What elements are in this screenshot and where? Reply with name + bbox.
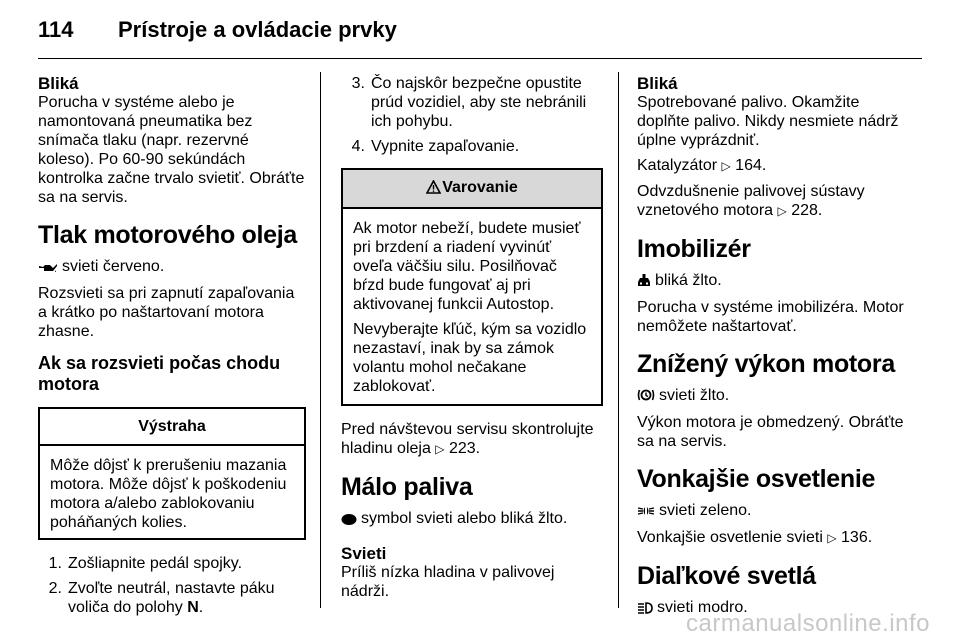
steps-list-1 — [38, 554, 306, 617]
column-divider-1 — [320, 72, 321, 608]
column-3 — [637, 74, 912, 625]
oil-status: svieti červeno. — [62, 258, 165, 275]
list-item: 4. Vypnite zapaľovanie. — [351, 138, 520, 155]
blika-heading: Bliká — [38, 74, 79, 93]
ext-status-line — [637, 501, 912, 522]
watermark: carmanualsonline.info — [686, 610, 930, 637]
page-ref-link[interactable]: 136. — [841, 529, 873, 546]
page-ref-arrow-icon: ▷ — [721, 159, 731, 173]
page-ref-link[interactable]: 223. — [448, 440, 481, 457]
service-text: Pred návštevou servisu skontrolujte hladinu oleja ▷ 223. — [341, 421, 594, 457]
page-header — [38, 17, 397, 47]
low-fuel-heading: Málo paliva — [341, 473, 473, 501]
warning-text-1: Ak motor nebeží, budete musieť pri brzdení a riadení vyvinúť oveľa väčšiu silu. Posilňovač bŕzd bude fungovať aj pri aktivovanej funkcii Autostop. — [353, 220, 581, 313]
exterior-lighting-heading: Vonkajšie osvetlenie — [637, 465, 876, 493]
caution-title: Výstraha — [40, 409, 304, 446]
while-driving-subheading: Ak sa rozsvieti počas chodu motora — [38, 353, 281, 394]
car-key-icon — [637, 273, 651, 292]
page-ref-arrow-icon: ▷ — [777, 204, 787, 218]
power-status-line — [637, 386, 912, 407]
immo-status: bliká žlto. — [655, 272, 722, 289]
fuel-dot-icon — [341, 511, 357, 530]
high-status: svieti modro. — [657, 599, 748, 616]
svieti-text: Príliš nízka hladina v palivovej nádrži. — [341, 564, 555, 600]
high-beam-icon — [637, 600, 653, 619]
catalyst-text: Katalyzátor ▷ 164. — [637, 157, 767, 174]
blika-heading-fuel: Bliká — [637, 74, 678, 93]
list-item: 2. Zvoľte neutrál, nastavte páku voliča do polohy N. — [48, 580, 275, 616]
reduced-power-heading: Znížený výkon motora — [637, 350, 895, 378]
page-ref-arrow-icon: ▷ — [435, 442, 445, 456]
list-item: 3. Čo najskôr bezpečne opustite prúd vozidiel, aby ste nebránili ich pohybu. — [351, 75, 587, 130]
high-beam-heading: Diaľkové svetlá — [637, 562, 816, 590]
oil-text: Rozsvieti sa pri zapnutí zapaľovania a krátko po naštartovaní motora zhasne. — [38, 285, 295, 340]
column-divider-2 — [618, 72, 619, 608]
blika-fuel-text: Spotrebované palivo. Okamžite doplňte palivo. Nikdy nesmiete nádrž úplne vyprázdniť. — [637, 94, 899, 149]
page-ref-link[interactable]: 164. — [735, 157, 767, 174]
immobilizer-heading: Imobilizér — [637, 235, 751, 263]
exterior-light-icon — [637, 503, 655, 522]
warning-text-2: Nevyberajte kľúč, kým sa vozidlo nezastaví, inak by sa zámok volantu mohol nečakane zablokovať. — [353, 321, 587, 395]
reduced-power-icon — [637, 388, 655, 407]
blika-text: Porucha v systéme alebo je namontovaná pneumatika bez snímača tlaku (napr. rezervné koleso). Po 60-90 sekúndách kontrolka začne trvalo svietiť. Obráťte sa na servis. — [38, 94, 305, 206]
page-ref-link[interactable]: 228. — [791, 202, 823, 219]
oil-can-icon — [38, 259, 58, 278]
warning-triangle-icon — [426, 180, 441, 199]
oil-pressure-heading: Tlak motorového oleja — [38, 221, 298, 249]
caution-text: Môže dôjsť k prerušeniu mazania motora. Môže dôjsť k poškodeniu motora a/alebo zablokovaniu poháňaných kolies. — [50, 457, 287, 531]
steps-list-2 — [341, 74, 603, 156]
ext-status: svieti zeleno. — [659, 502, 752, 519]
page-title: Prístroje a ovládacie prvky — [118, 17, 397, 42]
column-1 — [38, 74, 306, 623]
list-item: 1. Zošliapnite pedál spojky. — [48, 555, 243, 572]
header-rule — [38, 58, 922, 59]
warning-title: Varovanie — [442, 179, 518, 196]
power-status: svieti žlto. — [659, 387, 730, 404]
warning-box — [341, 168, 603, 406]
svieti-heading: Svieti — [341, 544, 387, 563]
fuel-status-line — [341, 509, 603, 530]
page-ref-arrow-icon: ▷ — [827, 531, 837, 545]
ext-text: Vonkajšie osvetlenie svieti ▷ 136. — [637, 529, 873, 546]
caution-box — [38, 407, 306, 540]
warning-title-bar — [343, 170, 601, 209]
fuel-status: symbol svieti alebo bliká žlto. — [361, 510, 568, 527]
immo-status-line — [637, 271, 912, 292]
power-text: Výkon motora je obmedzený. Obráťte sa na servis. — [637, 414, 904, 450]
page-number: 114 — [38, 17, 74, 42]
immo-text: Porucha v systéme imobilizéra. Motor nemôžete naštartovať. — [637, 299, 904, 335]
oil-status-line — [38, 257, 306, 278]
vent-text: Odvzdušnenie palivovej sústavy vznetového motora ▷ 228. — [637, 183, 865, 219]
column-2 — [341, 74, 603, 607]
